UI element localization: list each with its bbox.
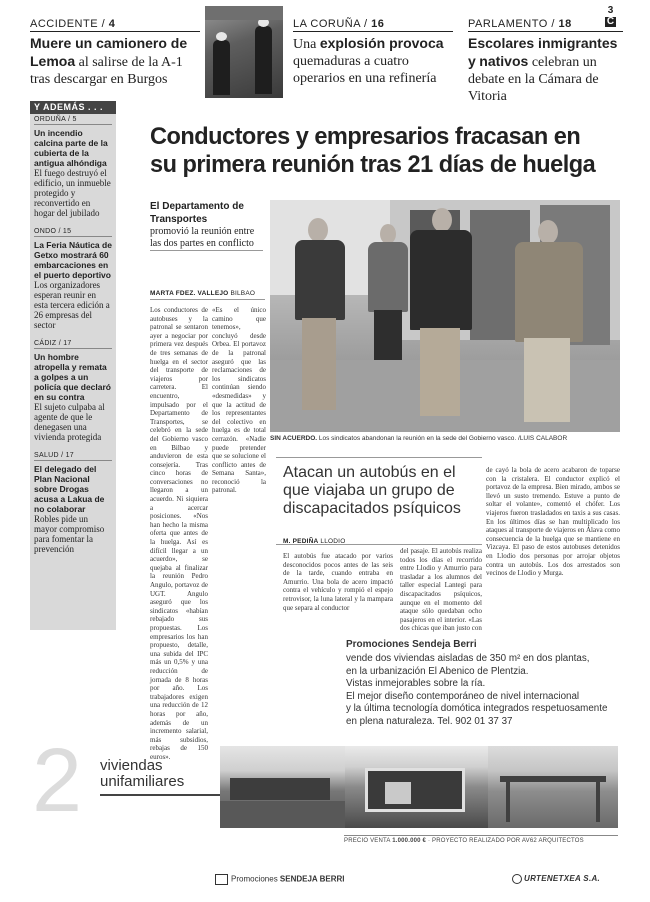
- article2-column-1: El autobús fue atacado por varios desconocidos pocos antes de las seis de la tarde, cuando entraba en Amurrio. Una bola de acero impactó contra el vehículo y rompió el espejo retrovisor, la luna lateral y la mampara que separa al conductor: [283, 552, 393, 612]
- ad-company: Promociones Sendeja Berri: [346, 639, 477, 650]
- main-byline: MARTA FDEZ. VALLEJO BILBAO: [150, 290, 265, 300]
- article2-column-3: de cayó la bola de acero acabaron de toparse con la cristalera. El conductor explicó el portavoz de la empresa. Bien mirado, ambos se llevó un susto tremendo. Estuve a punto de soltar el volante», comentó el chófer. Los viajeros fueron trasladados en taxis a sus casas. En los últimos días se han multiplicado los ataques al transporte de viajeros en Álava como consecuencia de la huelga que se mantiene en Vizcaya. El paso de estos autobuses detenidos en Llodio dos personas por arrojar objetos contra un autobús. Los dos arrestados son vecinos de Llodio y Murga.: [486, 466, 620, 578]
- sidebar-item-body: Robles pide un mayor compromiso para fomentar la prevención: [34, 514, 105, 554]
- article2-column-2: del pasaje. El autobús realiza todos los días el recorrido entre Llodio y Amurrio para trasladar a los alumnos del taller especial Lantegi para discapacitados psíquicos, aunque en el momento del ataque sólo quedaban ocho pasajeros en el interior. «Las dos chicas que iban justo con: [400, 547, 482, 633]
- ad-viviendas: viviendas unifamiliares: [100, 757, 185, 790]
- teaser-parlamento[interactable]: [468, 18, 623, 105]
- main-subhead: El Departamento de Transportes promovió la reunión entre las dos partes en conflicto: [150, 200, 263, 251]
- logo-mark-icon: [512, 874, 522, 884]
- teaser-text: Una explosión provoca quemaduras a cuatro operarios en una refinería: [293, 35, 444, 86]
- sidebar-item-salud[interactable]: [34, 452, 112, 554]
- main-article-column-2: «Es el único camino que tenemos», concluyó desde Orbea. El portavoz de la patronal aseguró que las reclamaciones de los sindicatos continúan siendo «desmedidas» y que la actitud de los representantes del colectivo en huelga es de total cerrazón. «Nadie puede pretender que se solucione el conflicto antes de Semana Santa», reconoció la patronal.: [212, 306, 266, 495]
- page-number: 3 C: [606, 5, 615, 27]
- teaser-section: LA CORUÑA / 16: [293, 18, 453, 32]
- ad-photo-1: [220, 746, 345, 828]
- teaser-photo: [205, 6, 283, 98]
- article2-byline: M. PEDIÑA LLODIO: [283, 538, 346, 545]
- sidebar-item-headline: El delegado del Plan Nacional sobre Drogas acusa a Lakua de no colaborar: [34, 464, 105, 514]
- ad-photo-2: [345, 746, 488, 828]
- sidebar-item-section: ONDO / 15: [34, 228, 112, 237]
- sidebar-item-body: El sujeto culpaba al agente de que le denegasen una vivienda protegida: [34, 402, 105, 442]
- sidebar-item-headline: Un incendio calcina parte de la cubierta de la antigua alhóndiga: [34, 128, 108, 168]
- sidebar-item-cadiz[interactable]: [34, 340, 112, 442]
- ad-big-number: 2: [32, 731, 83, 831]
- ad-photo-3: [488, 746, 618, 828]
- sidebar-item-orduna[interactable]: [34, 116, 112, 218]
- main-headline[interactable]: Conductores y empresarios fracasan en su primera reunión tras 21 días de huelga: [150, 123, 596, 178]
- sidebar-item-section: ORDUÑA / 5: [34, 116, 112, 125]
- sidebar-item-body: Los organizadores esperan reunir en esta tercera edición a 26 empresas del sector: [34, 280, 110, 330]
- ad-price: PRECIO VENTA 1.000.000 € · PROYECTO REALIZADO POR AV62 ARQUITECTOS: [344, 835, 618, 844]
- sidebar-item-getxo[interactable]: [34, 228, 112, 330]
- sidebar-item-headline: Un hombre atropella y remata a golpes a un policía que declaró en su contra: [34, 352, 111, 402]
- main-photo: [270, 200, 620, 432]
- sidebar-item-section: SALUD / 17: [34, 452, 112, 461]
- sidebar-label: Y ADEMÁS . . .: [30, 101, 116, 114]
- sidebar-item-body: El fuego destruyó el edificio, un inmueble protegido y reconvertido en hogar del jubilado: [34, 168, 111, 218]
- teaser-section: ACCIDENTE / 4: [30, 18, 200, 32]
- ad-logo-urtenetxea: URTENETXEA S.A.: [512, 874, 600, 884]
- teaser-text: Escolares inmigrantes y nativos celebran un debate en la Cámara de Vitoria: [468, 35, 618, 104]
- house-icon: [215, 874, 228, 885]
- advertisement[interactable]: [30, 636, 620, 892]
- sidebar: [30, 114, 116, 630]
- photo-caption: SIN ACUERDO. Los sindicatos abandonan la reunión en la sede del Gobierno vasco. /LUIS CALABOR: [270, 435, 568, 442]
- sidebar-item-section: CÁDIZ / 17: [34, 340, 112, 349]
- article2-headline[interactable]: Atacan un autobús en el que viajaba un grupo de discapacitados psíquicos: [283, 464, 461, 517]
- teaser-accidente[interactable]: [30, 18, 200, 88]
- teaser-section: PARLAMENTO / 18: [468, 18, 623, 32]
- main-article-column-1: Los conductores de autobuses y la patronal se sentaron ayer a negociar por primera vez después de tres semanas de huelga en el sector del transporte de viajeros por carretera. El encuentro, impulsado por el Departamento de Transportes, se celebró en la sede del Gobierno vasco en Bilbao y anduvieron de esta consejería. Tras cinco horas de conversaciones no llegaron a un acuerdo. Ni siquiera a acercar posiciones. «Nos han hecho la misma oferta que antes de la huelga. Así es difícil llegar a un acuerdo», se quejaba al finalizar la reunión Pedro Angulo, portavoz de UGT. Angulo aseguró que los sindicatos «habían rebajado sus propuestas. Los empresarios los han propuesto, detalle, una subida del IPC más un 0,5% y una reducción de jornada de 8 horas por año. Los trabajadores exigen una reducción de 12 horas por año, además de un incremento salarial, más subsidios, rebajas de 150 euros».: [150, 306, 208, 761]
- ad-description: vende dos viviendas aisladas de 350 m² en dos plantas, en la urbanización El Abenico de Plentzia. Vistas inmejorables sobre la ría. El mejor diseño contemporáneo de nivel internacional y la última tecnología domótica integrados respetuosamente en plena naturaleza. Tel. 902 01 37 37: [346, 653, 608, 727]
- teaser-la-coruna[interactable]: [293, 18, 453, 87]
- teaser-text: Muere un camionero de Lemoa al salirse de la A-1 tras descargar en Burgos: [30, 35, 188, 87]
- sidebar-item-headline: La Feria Náutica de Getxo mostrará 60 embarcaciones en el puerto deportivo: [34, 240, 112, 280]
- ad-logo-sendeja: Promociones SENDEJA BERRI: [215, 874, 345, 885]
